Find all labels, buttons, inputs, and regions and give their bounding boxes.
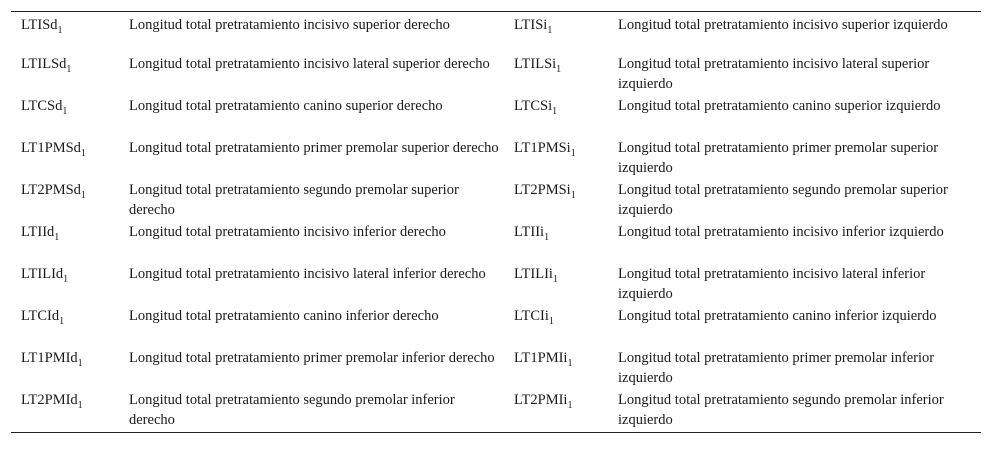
right-abbreviation-cell: [504, 222, 618, 264]
left-abbreviation-cell: [11, 180, 129, 222]
right-abbreviation: LT2PMIi: [514, 392, 568, 408]
left-description: Longitud total pretratamiento incisivo lateral inferior derecho: [129, 266, 486, 282]
left-abbreviation-cell: [11, 390, 129, 432]
left-abbreviation: LT2PMId: [21, 392, 78, 408]
left-abbreviation: LTCSd: [21, 98, 63, 114]
right-description: Longitud total pretratamiento primer premolar inferior izquierdo: [618, 350, 935, 386]
left-abbreviation-cell: [11, 12, 129, 54]
left-abbreviation-cell: [11, 54, 129, 96]
table-row: [11, 390, 981, 432]
table-row: [11, 306, 981, 348]
table-row: [11, 96, 981, 138]
right-description: Longitud total pretratamiento incisivo inferior izquierdo: [618, 224, 944, 240]
right-abbreviation-cell: [504, 12, 618, 54]
left-abbreviation: LT2PMSd: [21, 182, 81, 198]
right-abbreviation-subscript: 1: [556, 64, 562, 75]
right-abbreviation: LTIIi: [514, 224, 545, 240]
right-description: Longitud total pretratamiento primer premolar superior izquierdo: [618, 140, 939, 176]
left-abbreviation-subscript: 1: [57, 25, 63, 36]
left-abbreviation: LTIId: [21, 224, 55, 240]
right-description: Longitud total pretratamiento incisivo superior izquierdo: [618, 17, 948, 33]
left-abbreviation-cell: [11, 138, 129, 180]
left-abbreviation-subscript: 1: [59, 316, 65, 327]
left-abbreviation-subscript: 1: [77, 358, 83, 369]
left-abbreviation-subscript: 1: [77, 400, 83, 411]
right-abbreviation-subscript: 1: [544, 232, 550, 243]
right-abbreviation-subscript: 1: [570, 190, 576, 201]
table-row: [11, 264, 981, 306]
right-description: Longitud total pretratamiento segundo premolar superior izquierdo: [618, 182, 948, 218]
right-abbreviation-subscript: 1: [552, 106, 558, 117]
right-description: Longitud total pretratamiento incisivo lateral superior izquierdo: [618, 56, 930, 92]
right-abbreviation-cell: [504, 180, 618, 222]
right-abbreviation-subscript: 1: [552, 274, 558, 285]
left-abbreviation-subscript: 1: [66, 64, 72, 75]
left-description: Longitud total pretratamiento incisivo superior derecho: [129, 17, 450, 33]
abbreviations-table: [11, 11, 981, 433]
right-abbreviation: LTILIi: [514, 266, 553, 282]
right-abbreviation-subscript: 1: [547, 25, 553, 36]
left-description: Longitud total pretratamiento primer premolar inferior derecho: [129, 350, 495, 366]
right-abbreviation-subscript: 1: [567, 358, 573, 369]
right-description: Longitud total pretratamiento segundo premolar inferior izquierdo: [618, 392, 944, 428]
table-row: [11, 12, 981, 54]
right-abbreviation: LTCIi: [514, 308, 549, 324]
table-row: [11, 180, 981, 222]
left-abbreviation: LT1PMSd: [21, 140, 81, 156]
right-abbreviation: LT1PMIi: [514, 350, 568, 366]
left-abbreviation: LT1PMId: [21, 350, 78, 366]
right-abbreviation-cell: [504, 96, 618, 138]
left-abbreviation-cell: [11, 222, 129, 264]
left-abbreviation: LTCId: [21, 308, 60, 324]
right-abbreviation-subscript: 1: [567, 400, 573, 411]
right-description: Longitud total pretratamiento canino inferior izquierdo: [618, 308, 937, 324]
right-abbreviation-cell: [504, 54, 618, 96]
table-row: [11, 138, 981, 180]
left-description: Longitud total pretratamiento incisivo lateral superior derecho: [129, 56, 490, 72]
right-abbreviation: LTILSi: [514, 56, 557, 72]
table-row: [11, 54, 981, 96]
left-abbreviation: LTISd: [21, 17, 58, 33]
left-description: Longitud total pretratamiento incisivo inferior derecho: [129, 224, 446, 240]
left-abbreviation-cell: [11, 348, 129, 390]
table-row: [11, 222, 981, 264]
table-row: [11, 348, 981, 390]
right-abbreviation-cell: [504, 138, 618, 180]
right-abbreviation-cell: [504, 306, 618, 348]
right-description: Longitud total pretratamiento incisivo lateral inferior izquierdo: [618, 266, 926, 302]
left-abbreviation-subscript: 1: [80, 190, 86, 201]
left-abbreviation-cell: [11, 264, 129, 306]
right-abbreviation-cell: [504, 390, 618, 432]
right-abbreviation: LTISi: [514, 17, 548, 33]
left-abbreviation-subscript: 1: [63, 274, 69, 285]
left-description: Longitud total pretratamiento segundo premolar superior derecho: [129, 182, 459, 218]
left-abbreviation: LTILId: [21, 266, 64, 282]
right-abbreviation: LT1PMSi: [514, 140, 571, 156]
right-abbreviation-subscript: 1: [548, 316, 554, 327]
right-abbreviation: LT2PMSi: [514, 182, 571, 198]
left-description: Longitud total pretratamiento segundo premolar inferior derecho: [129, 392, 455, 428]
left-description: Longitud total pretratamiento canino superior derecho: [129, 98, 443, 114]
right-abbreviation: LTCSi: [514, 98, 553, 114]
left-abbreviation-subscript: 1: [80, 148, 86, 159]
left-abbreviation-subscript: 1: [54, 232, 60, 243]
abbreviations-grid: [11, 12, 981, 432]
table-body: [11, 12, 981, 432]
left-abbreviation-cell: [11, 96, 129, 138]
right-abbreviation-cell: [504, 264, 618, 306]
left-description: Longitud total pretratamiento canino inferior derecho: [129, 308, 439, 324]
left-abbreviation-subscript: 1: [62, 106, 68, 117]
right-abbreviation-subscript: 1: [570, 148, 576, 159]
left-abbreviation: LTILSd: [21, 56, 67, 72]
right-abbreviation-cell: [504, 348, 618, 390]
left-abbreviation-cell: [11, 306, 129, 348]
left-description: Longitud total pretratamiento primer premolar superior derecho: [129, 140, 499, 156]
right-description: Longitud total pretratamiento canino superior izquierdo: [618, 98, 941, 114]
